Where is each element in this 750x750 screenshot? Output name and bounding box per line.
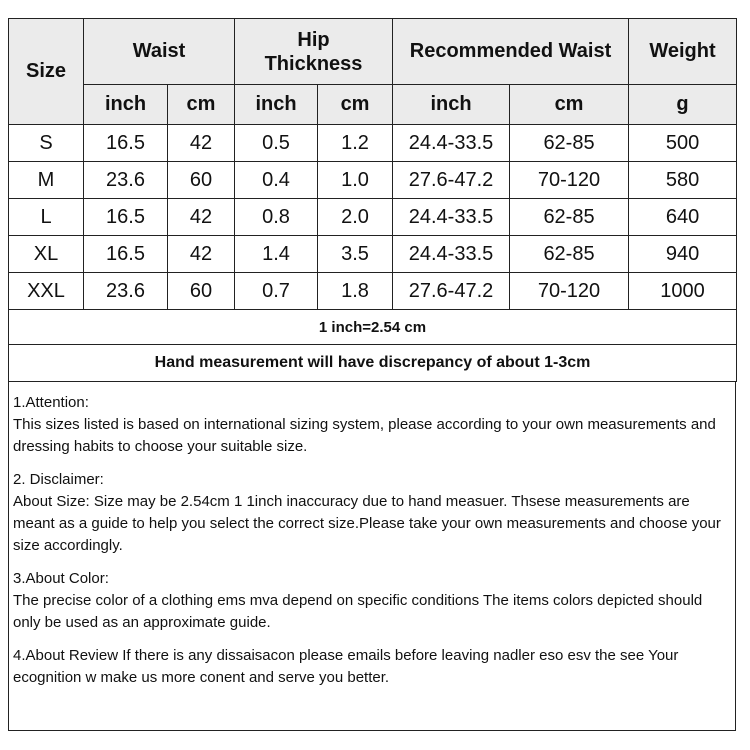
header-row-main: [9, 19, 737, 85]
cell-size: S: [9, 125, 84, 162]
attention-title: 1.Attention:: [13, 394, 89, 411]
cell-recwaist-inch: 24.4-33.5: [393, 125, 510, 162]
cell-hip-inch: 1.4: [235, 236, 318, 273]
header-hip-thickness: [235, 19, 393, 85]
cell-weight: 640: [629, 199, 737, 236]
color-note: [13, 568, 731, 634]
header-recommended-waist: Recommended Waist: [393, 19, 629, 85]
unit-hip-inch: inch: [235, 85, 318, 125]
cell-size: M: [9, 162, 84, 199]
header-weight: Weight: [629, 19, 737, 85]
disclaimer-title: 2. Disclaimer:: [13, 471, 104, 488]
cell-waist-cm: 60: [168, 273, 235, 310]
cell-recwaist-cm: 62-85: [510, 125, 629, 162]
table-row: [9, 199, 737, 236]
table-row: [9, 162, 737, 199]
unit-waist-inch: inch: [84, 85, 168, 125]
color-text: The precise color of a clothing ems mva depend on specific conditions The items colors depicted should only be used as an approximate guide.: [13, 592, 703, 631]
color-title: 3.About Color:: [13, 570, 109, 587]
review-note: [13, 645, 731, 689]
cell-waist-inch: 23.6: [84, 162, 168, 199]
cell-hip-cm: 1.0: [318, 162, 393, 199]
cell-hip-cm: 1.8: [318, 273, 393, 310]
cell-waist-cm: 42: [168, 125, 235, 162]
review-text: 4.About Review If there is any dissaisacon please emails before leaving nadler eso esv the see Your ecognition w make us more conent and serve you better.: [13, 647, 679, 686]
cell-recwaist-cm: 62-85: [510, 199, 629, 236]
discrepancy-row: [9, 345, 737, 382]
cell-recwaist-inch: 24.4-33.5: [393, 199, 510, 236]
cell-waist-cm: 42: [168, 199, 235, 236]
cell-size: XXL: [9, 273, 84, 310]
cell-waist-inch: 16.5: [84, 199, 168, 236]
header-hip-thickness-label: Hip Thickness: [264, 28, 363, 75]
cell-weight: 500: [629, 125, 737, 162]
cell-waist-cm: 42: [168, 236, 235, 273]
cell-weight: 580: [629, 162, 737, 199]
size-table: [8, 18, 737, 382]
notes-section: [8, 382, 736, 731]
unit-recwaist-inch: inch: [393, 85, 510, 125]
cell-hip-inch: 0.4: [235, 162, 318, 199]
cell-weight: 1000: [629, 273, 737, 310]
unit-hip-cm: cm: [318, 85, 393, 125]
cell-waist-inch: 16.5: [84, 236, 168, 273]
cell-recwaist-cm: 62-85: [510, 236, 629, 273]
cell-size: XL: [9, 236, 84, 273]
cell-hip-inch: 0.7: [235, 273, 318, 310]
table-row: [9, 236, 737, 273]
header-waist: Waist: [84, 19, 235, 85]
disclaimer-text: About Size: Size may be 2.54cm 1 1inch inaccuracy due to hand measuer. Thsese measurements are meant as a guide to help you select the correct size.Please take your own measurements and choose your size accordingly.: [13, 493, 721, 554]
attention-note: [13, 392, 731, 458]
header-size: Size: [9, 19, 84, 125]
table-row: [9, 273, 737, 310]
cell-hip-cm: 3.5: [318, 236, 393, 273]
cell-waist-cm: 60: [168, 162, 235, 199]
cell-size: L: [9, 199, 84, 236]
header-row-units: [9, 85, 737, 125]
cell-hip-inch: 0.5: [235, 125, 318, 162]
size-chart: [8, 18, 736, 731]
cell-waist-inch: 23.6: [84, 273, 168, 310]
cell-recwaist-cm: 70-120: [510, 162, 629, 199]
cell-waist-inch: 16.5: [84, 125, 168, 162]
conversion-note: 1 inch=2.54 cm: [9, 310, 737, 345]
disclaimer-note: [13, 469, 731, 557]
cell-recwaist-inch: 24.4-33.5: [393, 236, 510, 273]
conversion-row: [9, 310, 737, 345]
attention-text: This sizes listed is based on international sizing system, please according to your own measurements and dressing habits to choose your suitable size.: [13, 416, 716, 455]
cell-recwaist-inch: 27.6-47.2: [393, 162, 510, 199]
table-row: [9, 125, 737, 162]
discrepancy-note: Hand measurement will have discrepancy of about 1-3cm: [9, 345, 737, 382]
unit-waist-cm: cm: [168, 85, 235, 125]
cell-recwaist-inch: 27.6-47.2: [393, 273, 510, 310]
cell-weight: 940: [629, 236, 737, 273]
cell-hip-cm: 1.2: [318, 125, 393, 162]
cell-hip-inch: 0.8: [235, 199, 318, 236]
unit-recwaist-cm: cm: [510, 85, 629, 125]
unit-weight-g: g: [629, 85, 737, 125]
cell-recwaist-cm: 70-120: [510, 273, 629, 310]
cell-hip-cm: 2.0: [318, 199, 393, 236]
